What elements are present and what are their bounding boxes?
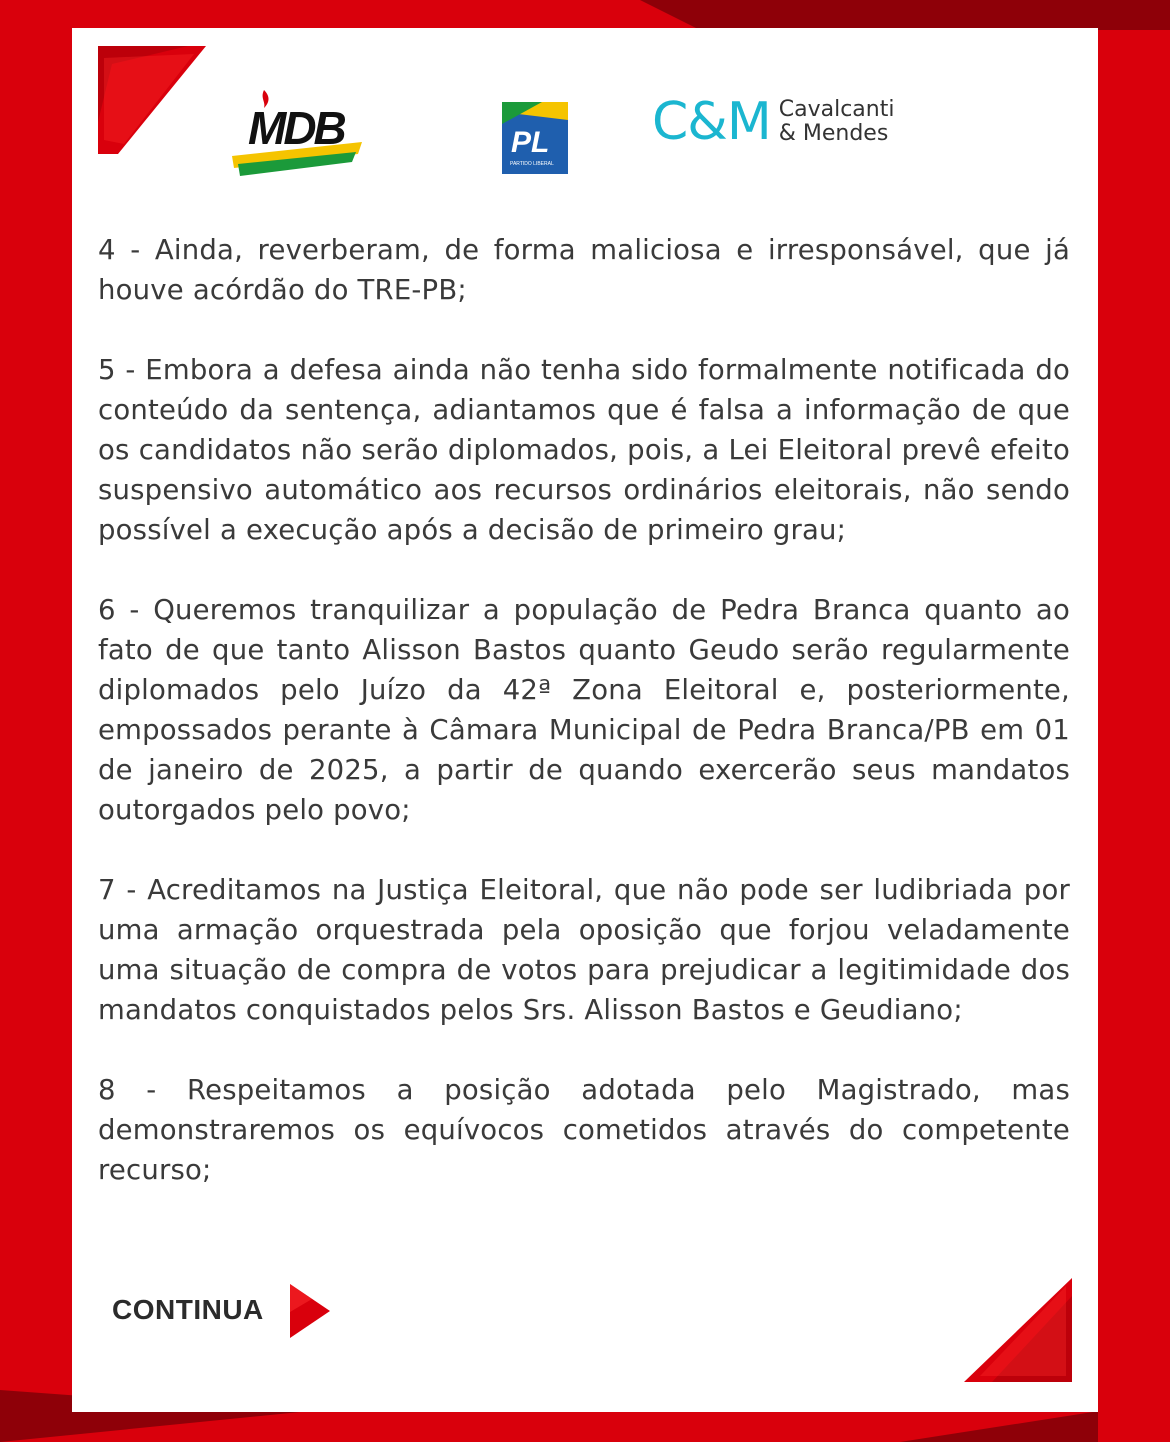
mdb-logo: [230, 84, 364, 180]
cm-logo-mark: C&M: [652, 92, 771, 152]
cm-logo-line1: Cavalcanti: [778, 97, 895, 122]
paragraph-4: 4 - Ainda, reverberam, de forma maliciosa e irresponsável, que já houve acórdão do TRE-PB;: [98, 234, 1070, 306]
next-arrow-icon: [288, 1282, 332, 1340]
paragraph-5: 5 - Embora a defesa ainda não tenha sido formalmente notificada do conteúdo da sentença, adiantamos que é falsa a informação de que os candidatos não serão diplomados, pois, a Lei Eleitoral prevê efeito suspensivo automático aos recursos ordinários eleitorais, não sendo possível a execução após a decisão de primeiro grau;: [98, 354, 1070, 546]
mdb-logo-text: MDB: [248, 102, 344, 154]
paragraph-6: 6 - Queremos tranquilizar a população de Pedra Branca quanto ao fato de que tanto Alisson Bastos quanto Geudo serão regularmente diplomados pelo Juízo da 42ª Zona Eleitoral e, posteriormente, empossados perante à Câmara Municipal de Pedra Branca/PB em 01 de janeiro de 2025, a partir de quando exercerão seus mandatos outorgados pelo povo;: [98, 594, 1070, 826]
statement-body: [98, 230, 1070, 1230]
pl-logo-text: PL: [511, 126, 550, 159]
cm-logo-name: [779, 98, 895, 146]
right-red-wedge: [1090, 950, 1170, 1442]
pl-logo-subtext: PARTIDO LIBERAL: [510, 161, 554, 167]
pl-logo: [502, 102, 568, 174]
cm-logo: [652, 92, 894, 152]
paragraph-8: 8 - Respeitamos a posição adotada pelo Magistrado, mas demonstraremos os equívocos cometidos através do competente recurso;: [98, 1074, 1070, 1186]
cm-logo-line2: & Mendes: [778, 121, 889, 146]
bottom-right-triangle-ornament: [962, 1276, 1074, 1384]
logos-row: [0, 0, 1170, 200]
paragraph-7: 7 - Acreditamos na Justiça Eleitoral, que não pode ser ludibriada por uma armação orquestrada pela oposição que forjou veladamente uma situação de compra de votos para prejudicar a legitimidade dos mandatos conquistados pelos Srs. Alisson Bastos e Geudiano;: [98, 874, 1070, 1026]
continua-label: CONTINUA: [112, 1294, 264, 1325]
